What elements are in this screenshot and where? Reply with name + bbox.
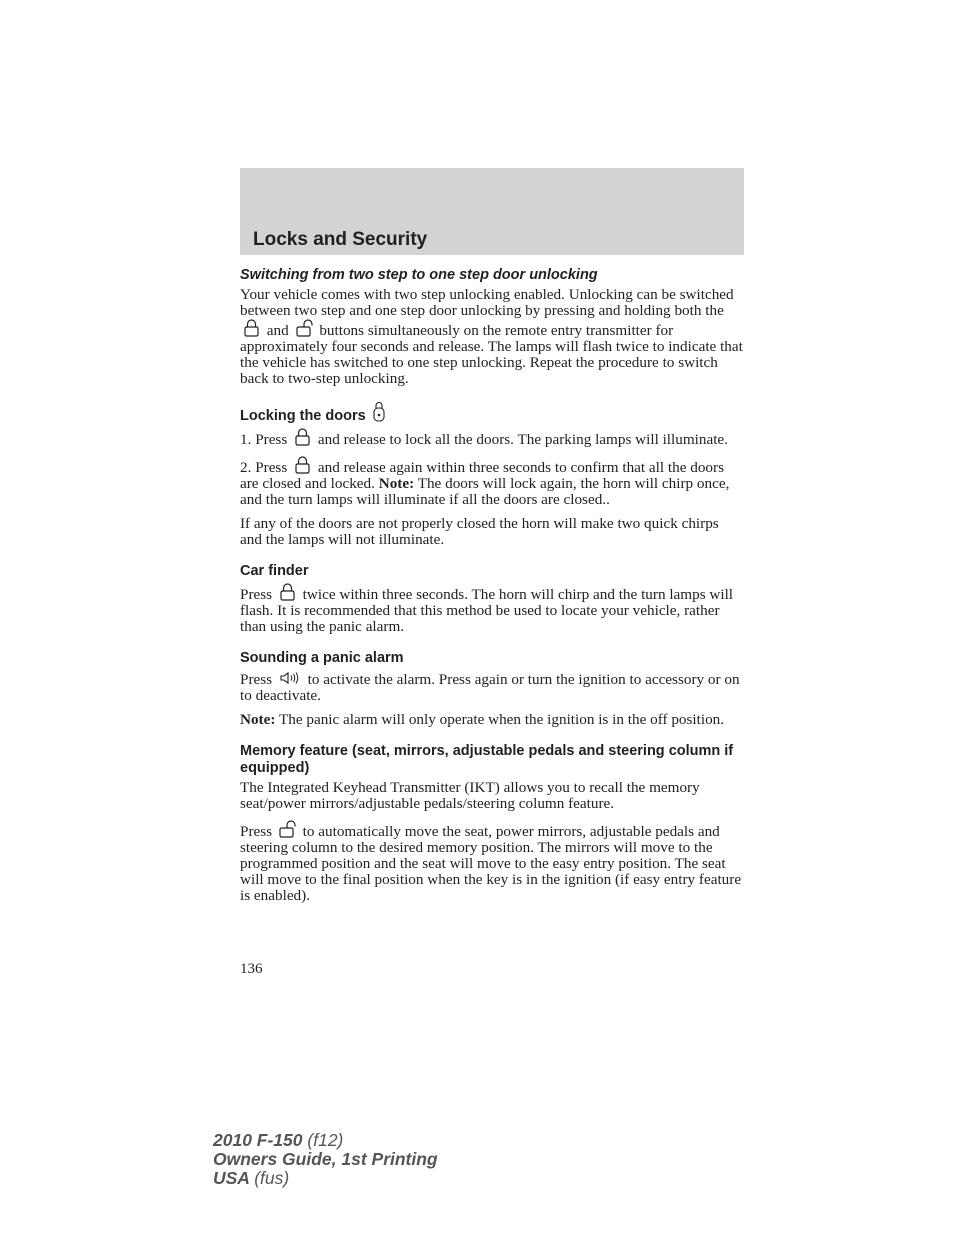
text-run: to automatically move the seat, power mirrors, adjustable pedals and steering column to the desired memory position. The mirrors will move to the programmed position and the seat will move to the easy entry position. The seat will move to the final position when the key is in the ignition (if easy entry feature is enabled). — [240, 823, 742, 904]
text-run: Press — [240, 586, 273, 603]
text-run: Press — [240, 671, 273, 688]
paragraph-memory-press — [240, 820, 744, 904]
text-run: to activate the alarm. Press again or turn the ignition to accessory or on to deactivate. — [240, 671, 740, 704]
paragraph-panic — [240, 670, 744, 704]
paragraph-locking-step1 — [240, 428, 744, 448]
footer — [213, 1131, 438, 1188]
page-content — [240, 267, 744, 912]
text-run: 2. Press — [240, 459, 288, 476]
footer-line-3 — [213, 1169, 438, 1188]
text-run: Your vehicle comes with two step unlocking enabled. Unlocking can be switched between two step and one step door unlocking by pressing and holding both the — [240, 286, 734, 319]
section-locking — [240, 402, 744, 548]
heading-panic: Sounding a panic alarm — [240, 650, 404, 666]
note-label: Note: — [240, 711, 276, 728]
paragraph-panic-note — [240, 712, 744, 728]
footer-model-code: (f12) — [307, 1130, 344, 1150]
footer-line-2: Owners Guide, 1st Printing — [213, 1149, 438, 1169]
text-run: and release to lock all the doors. The parking lamps will illuminate. — [317, 431, 728, 448]
paragraph-switching — [240, 287, 744, 387]
key-fob-icon — [373, 402, 385, 422]
text-run: buttons simultaneously on the remote entry transmitter for approximately four seconds and release. The lamps will flash twice to indicate that the vehicle has switched to one step unlocking. Repeat the procedure to switch back to two-step unlocking. — [240, 322, 743, 387]
text-run: Press — [240, 823, 273, 840]
footer-line-1 — [213, 1131, 438, 1150]
heading-car-finder: Car finder — [240, 563, 309, 579]
paragraph-locking-warning: If any of the doors are not properly closed the horn will make two quick chirps and the lamps will not illuminate. — [240, 515, 719, 548]
note-label: Note: — [378, 475, 415, 492]
footer-market: USA — [213, 1168, 250, 1188]
text-run: and — [266, 322, 289, 339]
section-panic — [240, 650, 744, 728]
footer-model: 2010 F-150 — [213, 1130, 303, 1150]
heading-memory: Memory feature (seat, mirrors, adjustable pedals and steering column if equipped) — [240, 743, 734, 776]
lock-icon — [294, 428, 311, 446]
page-title: Locks and Security — [253, 229, 428, 250]
section-switching — [240, 267, 744, 387]
paragraph-memory-intro: The Integrated Keyhead Transmitter (IKT) allows you to recall the memory seat/power mirrors/adjustable pedals/steering column feature. — [240, 779, 700, 812]
unlock-icon — [279, 820, 296, 838]
heading-locking — [240, 402, 744, 425]
unlock-icon — [296, 319, 313, 337]
panic-horn-icon — [279, 670, 301, 686]
heading-text: Locking the doors — [240, 408, 366, 424]
lock-icon — [243, 319, 260, 337]
heading-switching: Switching from two step to one step door unlocking — [240, 267, 598, 283]
text-run: 1. Press — [240, 431, 288, 448]
footer-market-code: (fus) — [254, 1168, 290, 1188]
paragraph-car-finder — [240, 583, 744, 635]
text-run: The panic alarm will only operate when the ignition is in the off position. — [278, 711, 725, 728]
page-number: 136 — [240, 961, 263, 977]
lock-icon — [294, 456, 311, 474]
header-band — [240, 168, 744, 255]
text-run: twice within three seconds. The horn will chirp and the turn lamps will flash. It is recommended that this method be used to locate your vehicle, rather than using the panic alarm. — [240, 586, 734, 635]
lock-icon — [279, 583, 296, 601]
section-memory — [240, 743, 744, 904]
text-run: and release again within three seconds to confirm that all the doors are closed and locked. — [240, 459, 724, 492]
text-run: The doors will lock again, the horn will chirp once, and the turn lamps will illuminate if all the doors are closed.. — [240, 475, 730, 508]
section-car-finder — [240, 563, 744, 635]
paragraph-locking-step2 — [240, 456, 744, 508]
